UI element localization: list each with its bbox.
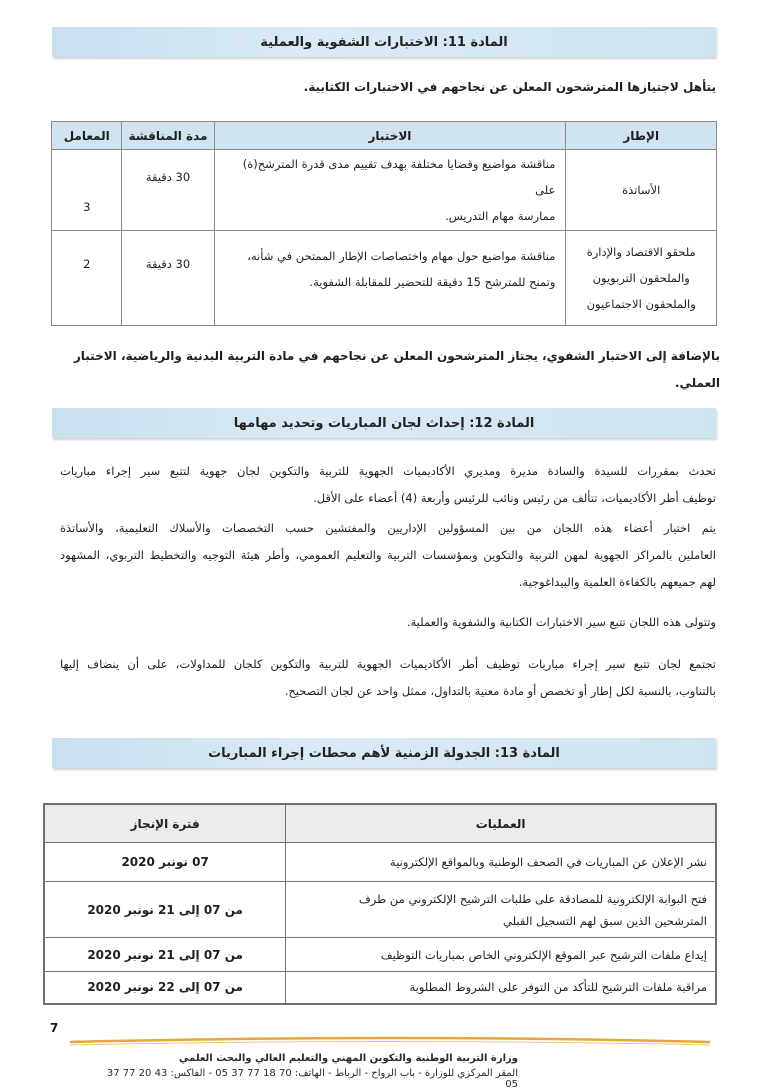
test-cell: مناقشة مواضيع وقضايا مختلفة بهدف تقييم مدى قدرة المترشح(ة) على ممارسة مهام التدريس. [214,150,566,231]
period-cell: 07 نونبر 2020 [44,843,286,882]
table-row [44,938,716,972]
operation-cell: إيداع ملفات الترشيح عبر الموقع الإلكتروني الخاص بمباريات التوظيف [286,938,716,972]
article-11-intro: يتأهل لاجتيازها المترشحون المعلن عن نجاحهم في الاختبارات الكتابية. [303,80,716,94]
article-11-title: المادة 11: الاختبارات الشفوية والعملية [260,34,508,50]
frame-cell: ملحقو الاقتصاد والإدارة والملحقون التربويون والملحقون الاجتماعيون [566,231,717,326]
table-row [52,150,717,231]
article-12-paragraph-2: يتم اختيار أعضاء هذه اللجان من بين المسؤولين الإداريين والمفتشين حسب التخصصات والأسلاك التعليمية، والأساتذة العاملين بالمراكز الجهوية لمهن التربية والتكوين وبمؤسسات التربية والتعليم العمومي، وأطر هيئة التوجيه والتخطيط التربوي، المشهود لهم جميعهم بالكفاءة العلمية والبيداغوجية. [60,521,716,589]
article-12-paragraph-3: وتتولى هذه اللجان تتبع سير الاختبارات الكتابية والشفوية والعملية. [406,615,716,629]
oral-tests-table [51,121,717,326]
article-12-paragraph-4: تجتمع لجان تتبع سير إجراء مباريات توظيف أطر الأكاديميات الجهوية للتربية والتكوين كلجان للمداولات، على أن ينضاف إليها بالتناوب، بالنسبة لكل إطار أو تخصص أو مادة معنية بالتداول، ممثل واحد عن لجان التصحيح. [60,657,716,698]
table-row [44,882,716,938]
article-12-title: المادة 12: إحداث لجان المباريات وتحديد مهامها [233,415,535,431]
footer-ministry: وزارة التربية الوطنية والتكوين المهني والتعليم العالي والبحث العلمي [179,1053,518,1064]
article-13-heading [52,738,716,768]
article-12-heading [52,408,716,438]
frame-cell: الأساتذة [566,150,717,231]
header-frame: الإطار [566,122,717,150]
period-cell: من 07 إلى 21 نونبر 2020 [44,938,286,972]
page-number: 7 [50,1021,59,1035]
schedule-table [43,803,717,1005]
table-row [44,843,716,882]
operation-cell: مراقبة ملفات الترشيح للتأكد من التوفر على الشروط المطلوبة [286,972,716,1004]
period-cell: من 07 إلى 21 نونبر 2020 [44,882,286,938]
header-coefficient: المعامل [52,122,122,150]
operation-cell: فتح البوابة الإلكترونية للمصادقة على طلبات الترشيح الإلكتروني من طرف المترشحين الذين سبق لهم التسجيل القبلي [286,882,716,938]
table-row [44,972,716,1004]
header-period: فترة الإنجاز [44,804,286,843]
coefficient-cell: 3 [52,150,122,231]
header-operations: العمليات [286,804,716,843]
footer-decoration [70,1034,710,1048]
header-duration: مدة المناقشة [122,122,214,150]
period-cell: من 07 إلى 22 نونبر 2020 [44,972,286,1004]
table-header-row [44,804,716,843]
article-13-title: المادة 13: الجدولة الزمنية لأهم محطات إجراء المباريات [208,745,560,761]
duration-cell: 30 دقيقة [122,150,214,231]
table-header-row [52,122,717,150]
header-test: الاختبار [214,122,566,150]
article-11-note: بالإضافة إلى الاختبار الشفوي، يجتاز المترشحون المعلن عن نجاحهم في مادة التربية البدنية والرياضية، الاختبار العملي. [73,349,720,390]
duration-cell: 30 دقيقة [122,231,214,326]
footer-address: المقر المركزي للوزارة - باب الرواح - الرباط - الهاتف: 70 18 77 37 05 - الفاكس: 43 20 77 37 05 [106,1068,518,1090]
coefficient-cell: 2 [52,231,122,326]
article-12-paragraph-1: تحدث بمقررات للسيدة والسادة مديرة ومديري الأكاديميات الجهوية للتربية والتكوين لجان جهوية لتتبع سير إجراء مباريات توظيف أطر الأكاديميات، تتألف من رئيس ونائب للرئيس وأربعة (4) أعضاء على الأقل. [60,464,716,505]
operation-cell: نشر الإعلان عن المباريات في الصحف الوطنية وبالمواقع الإلكترونية [286,843,716,882]
test-cell: مناقشة مواضيع حول مهام واختصاصات الإطار الممتحن في شأنه، وتمنح للمترشح 15 دقيقة للتحضير للمقابلة الشفوية. [214,231,566,326]
table-row [52,231,717,326]
article-11-heading [52,27,716,57]
